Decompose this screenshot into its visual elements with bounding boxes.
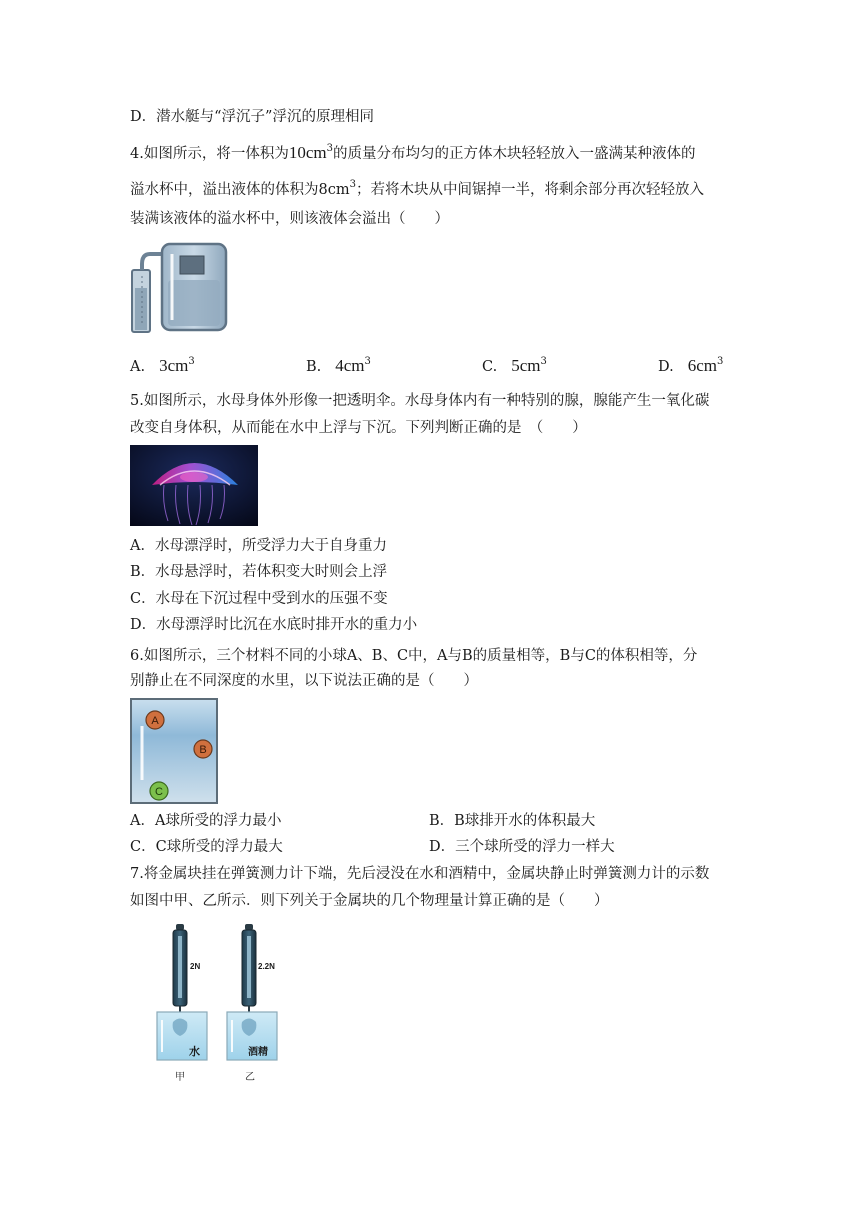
q5-option-a: A．水母漂浮时，所受浮力大于自身重力 bbox=[130, 538, 387, 554]
caption-left: 甲 bbox=[175, 1072, 185, 1083]
ball-b bbox=[194, 740, 212, 758]
q4-volume-exp: 3 bbox=[326, 143, 333, 154]
q4-text: 4.如图所示，将一体积为 bbox=[130, 146, 289, 162]
spring-scale-right bbox=[242, 924, 275, 1022]
reading-left: 2N bbox=[190, 962, 201, 971]
ball-a-label: A bbox=[151, 715, 159, 727]
beaker-left bbox=[157, 1012, 207, 1060]
q5-stem-line2: 改变自身体积，从而能在水中上浮与下沉。下列判断正确的是 （ ） bbox=[130, 420, 587, 436]
q6-stem-line1: 6.如图所示，三个材料不同的小球A、B、C中，A与B的质量相等，B与C的体积相等，分 bbox=[130, 648, 698, 664]
measuring-cylinder-liquid bbox=[135, 288, 147, 330]
q4-stem-line1 bbox=[130, 143, 696, 164]
q4-overflow-exp: 3 bbox=[349, 179, 356, 190]
q6-option-a: A．A球所受的浮力最小 bbox=[130, 813, 282, 829]
spring-scale-figure bbox=[145, 922, 285, 1084]
reading-right: 2.2N bbox=[258, 962, 275, 971]
jellyfish-photo bbox=[130, 445, 258, 526]
caption-right: 乙 bbox=[245, 1072, 255, 1083]
q5-stem-line1: 5.如图所示，水母身体外形像一把透明伞。水母身体内有一种特别的腺，腺能产生一氧化碳 bbox=[130, 393, 710, 409]
wood-block bbox=[180, 256, 204, 274]
q4-option-b-value: 4cm bbox=[335, 356, 365, 375]
q4-stem-line3: 装满该液体的溢水杯中，则该液体会溢出（ ） bbox=[130, 211, 449, 227]
beaker-right bbox=[227, 1012, 277, 1060]
q6-option-d: D．三个球所受的浮力一样大 bbox=[429, 839, 615, 855]
cup-liquid bbox=[168, 280, 220, 326]
spring-scale-left bbox=[173, 924, 200, 1022]
ball-a bbox=[146, 711, 164, 729]
liquid-label-left: 水 bbox=[189, 1046, 200, 1058]
q4-text: ；若将木块从中间锯掉一半，将剩余部分再次轻轻放入 bbox=[355, 182, 704, 198]
overflow-cup-figure bbox=[128, 240, 232, 334]
ball-b-label: B bbox=[199, 744, 207, 756]
balls-in-water-figure bbox=[130, 698, 218, 804]
q7-stem-line1: 7.将金属块挂在弹簧测力计下端，先后浸没在水和酒精中，金属块静止时弹簧测力计的示数 bbox=[130, 866, 710, 882]
q4-option-a: A. $3cm^3$ bbox=[130, 356, 195, 375]
q4-option-d: D. $6cm^3$ bbox=[658, 356, 724, 375]
q4-text: 溢水杯中，溢出液体的体积为 bbox=[130, 182, 319, 198]
overflow-spout bbox=[142, 254, 164, 270]
q4-text: 的质量分布均匀的正方体木块轻轻放入一盛满某种液体的 bbox=[333, 146, 696, 162]
ball-c bbox=[150, 782, 168, 800]
q5-option-d: D．水母漂浮时比沉在水底时排开水的重力小 bbox=[130, 617, 418, 633]
q5-option-b: B．水母悬浮时，若体积变大时则会上浮 bbox=[130, 564, 388, 580]
q5-option-c: C．水母在下沉过程中受到水的压强不变 bbox=[130, 591, 388, 607]
q6-option-b: B．B球排开水的体积最大 bbox=[429, 813, 596, 829]
q4-option-a-value: 3cm bbox=[159, 356, 189, 375]
q4-overflow-value: 8cm bbox=[318, 182, 350, 198]
q4-option-d-value: 6cm bbox=[687, 356, 717, 375]
q4-option-b: B. $4cm^3$ bbox=[306, 356, 371, 375]
q4-option-c-value: 5cm bbox=[511, 356, 541, 375]
q4-option-c: C. $5cm^3$ bbox=[482, 356, 547, 375]
liquid-label-right: 酒精 bbox=[248, 1047, 268, 1058]
q4-stem-line2 bbox=[130, 180, 704, 200]
q7-stem-line2: 如图中甲、乙所示．则下列关于金属块的几个物理量计算正确的是（ ） bbox=[130, 893, 609, 909]
q6-stem-line2: 别静止在不同深度的水里，以下说法正确的是（ ） bbox=[130, 673, 478, 689]
q3-option-d: D．潜水艇与“浮沉子”浮沉的原理相同 bbox=[130, 109, 374, 125]
ball-c-label: C bbox=[155, 786, 163, 798]
q6-option-c: C．C球所受的浮力最大 bbox=[130, 839, 283, 855]
q4-volume-value: 10cm bbox=[288, 143, 327, 162]
